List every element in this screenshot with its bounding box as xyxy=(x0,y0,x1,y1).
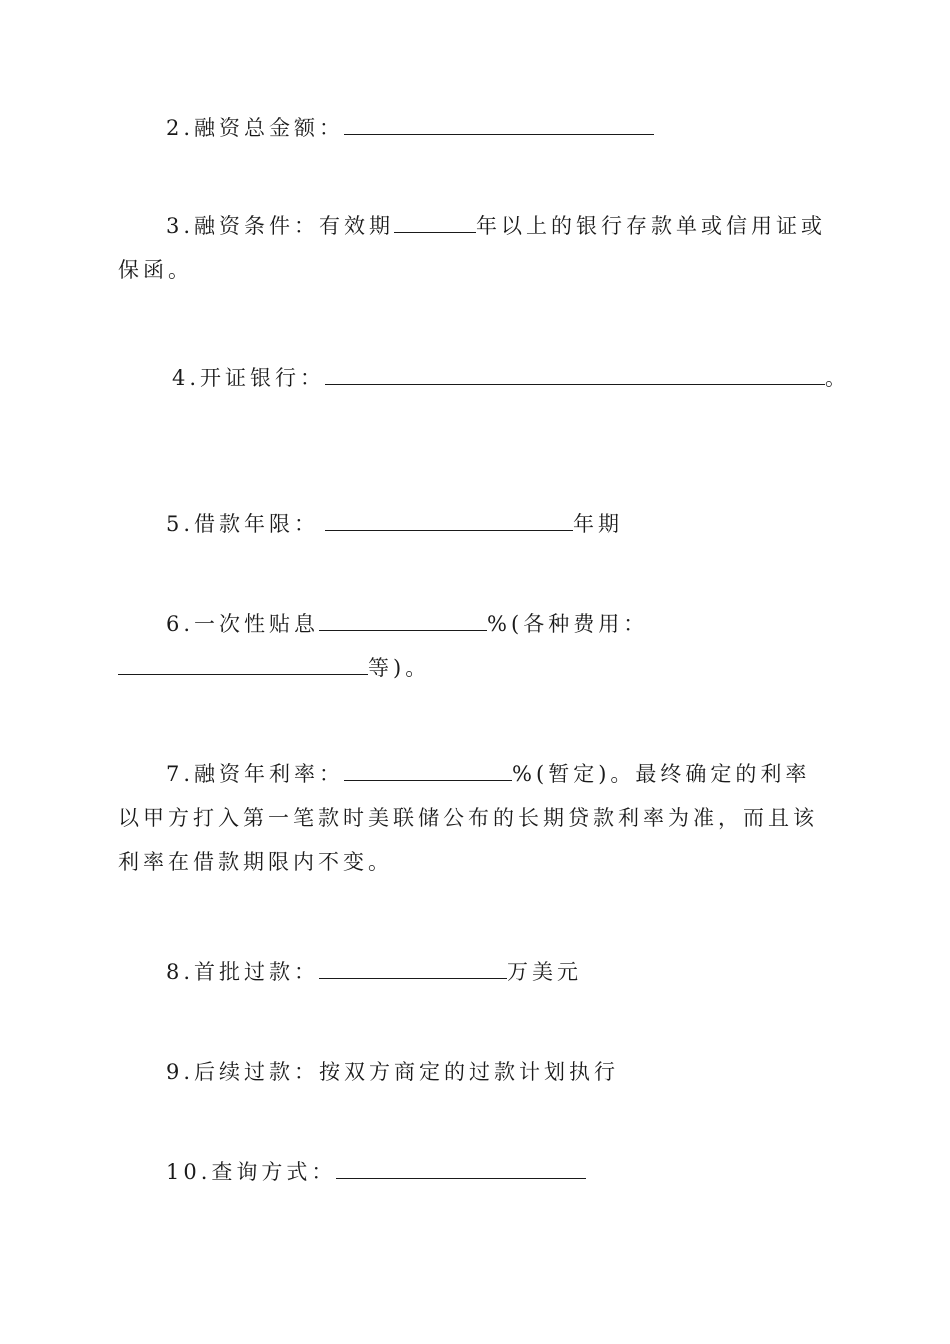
item-2-total-amount xyxy=(118,106,834,150)
item-9-follow-up-payment xyxy=(118,1050,834,1094)
first-payment-blank[interactable] xyxy=(319,952,507,979)
item-4-label: 4.开证银行： xyxy=(172,366,326,390)
item-10-label: 10.查询方式： xyxy=(166,1160,337,1184)
item-3-label: 3.融资条件：有效期 xyxy=(166,214,395,238)
item-10-inquiry-method xyxy=(118,1150,834,1194)
item-5-loan-term xyxy=(118,502,834,546)
fees-blank-line2[interactable] xyxy=(318,648,368,675)
item-7-label: 7.融资年利率： xyxy=(166,762,345,786)
item-6-label: 6.一次性贴息 xyxy=(166,612,320,636)
fees-blank-line1[interactable] xyxy=(118,648,318,675)
item-3-suffix: 年以上的银行存款单或信用证或保函。 xyxy=(118,214,827,282)
annual-rate-blank[interactable] xyxy=(344,754,512,781)
issuing-bank-blank[interactable] xyxy=(325,358,825,385)
item-9-label: 9.后续过款：按双方商定的过款计划执行 xyxy=(166,1060,620,1084)
item-6-suffix: 等)。 xyxy=(368,656,431,680)
validity-years-blank[interactable] xyxy=(394,206,476,233)
item-8-first-payment xyxy=(118,950,834,994)
loan-term-blank[interactable] xyxy=(325,504,573,531)
item-7-suffix: %(暂定)。最终确定的利率以甲方打入第一笔款时美联储公布的长期贷款利率为准，而且该利率在借款期限内不变。 xyxy=(118,762,818,874)
item-8-suffix: 万美元 xyxy=(507,960,583,984)
item-8-label: 8.首批过款： xyxy=(166,960,320,984)
item-7-annual-rate xyxy=(118,752,834,884)
item-5-label: 5.借款年限： xyxy=(166,512,320,536)
total-amount-blank[interactable] xyxy=(344,108,654,135)
item-3-conditions xyxy=(118,204,834,292)
item-2-label: 2.融资总金额： xyxy=(166,116,345,140)
item-5-suffix: 年期 xyxy=(573,512,624,536)
inquiry-method-blank[interactable] xyxy=(336,1152,586,1179)
item-4-suffix: 。 xyxy=(825,366,851,390)
item-4-issuing-bank xyxy=(118,356,851,400)
subsidy-rate-blank[interactable] xyxy=(319,604,487,631)
item-6-interest-subsidy xyxy=(118,602,834,690)
item-6-middle: %(各种费用： xyxy=(487,612,649,636)
